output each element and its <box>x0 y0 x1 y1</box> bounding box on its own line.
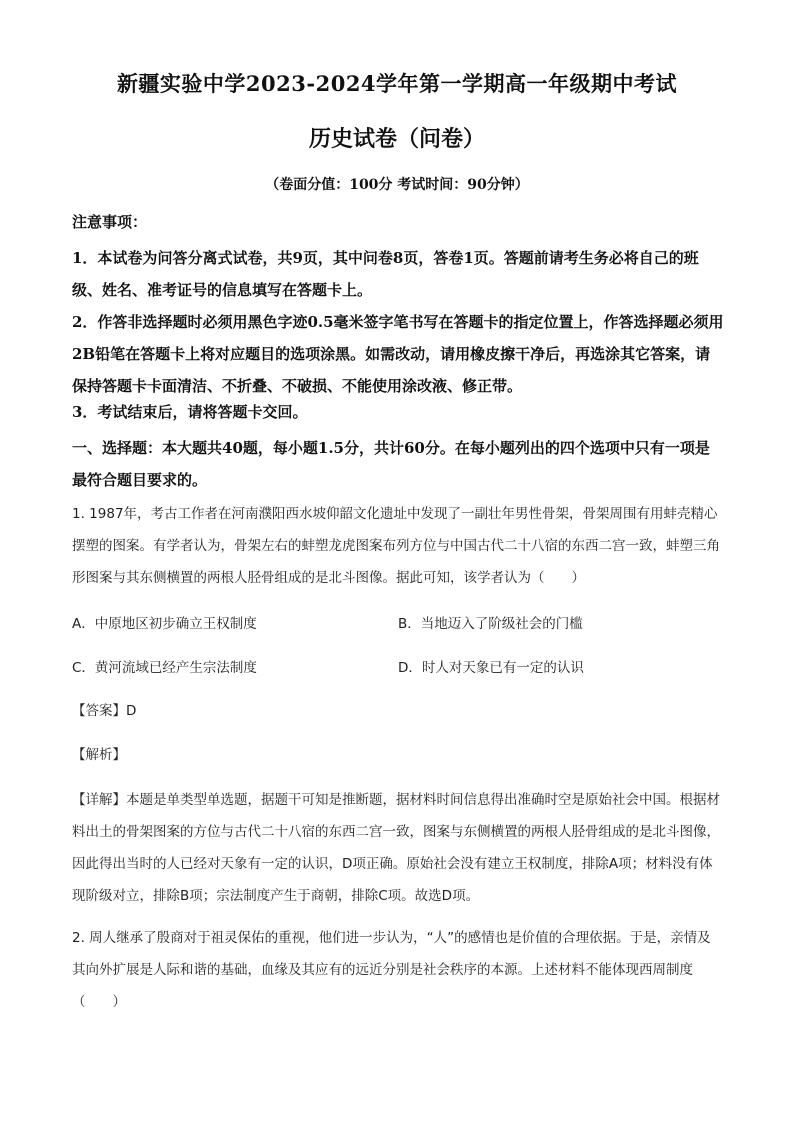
q1-option-c: C．黄河流域已经产生宗法制度 <box>72 660 257 676</box>
analysis-tag: 【解析】 <box>72 747 126 763</box>
exam-title: 新疆实验中学2023-2024学年第一学期高一年级期中考试 <box>116 71 678 96</box>
question-2-stem: 2. 周人继承了殷商对于祖灵保佑的重视，他们进一步认为，“人”的感情也是价值的合理依据。于是，亲情及其向外扩展是人际和谐的基础，血缘及其应有的远近分别是社会秩序的本源。上述材料不能体现西周制度（ ） <box>72 930 711 1010</box>
detail-text: 本题是单类型单选题，据题干可知是推断题，据材料时间信息得出准确时空是原始社会中国。根据材料出土的骨架图案的方位与古代二十八宿的东西二宫一致，图案与东侧横置的两根人胫骨组成的是北斗图像，因此得出当时的人已经对天象有一定的认识，D项正确。原始社会没有建立王权制度，排除A项；材料没有体现阶级对立，排除B项；宗法制度产生于商朝，排除C项。故选D项。 <box>72 792 720 904</box>
q1-analysis-line <box>72 738 724 771</box>
answer-tag: 【答案】 <box>72 703 126 719</box>
q1-answer-line <box>72 694 724 727</box>
detail-tag: 【详解】 <box>72 792 126 808</box>
notice-item-3: 3．考试结束后，请将答题卡交回。 <box>72 403 308 421</box>
answer-value: D <box>126 703 137 719</box>
notice-heading: 注意事项： <box>72 213 148 231</box>
question-1-stem: 1. 1987年，考古工作者在河南濮阳西水坡仰韶文化遗址中发现了一副壮年男性骨架，骨架周围有用蚌壳精心摆塑的图案。有学者认为，骨架左右的蚌塑龙虎图案布列方位与中国古代二十八宿的东西二宫一致，蚌塑三角形图案与其东侧横置的两根人胫骨组成的是北斗图像。据此可知，该学者认为（ ） <box>72 506 720 586</box>
q1-detail <box>72 784 724 912</box>
notice-item-2: 2．作答非选择题时必须用黑色字迹0.5毫米签字笔书写在答题卡的指定位置上，作答选择题必须用2B铅笔在答题卡上将对应题目的选项涂黑。如需改动，请用橡皮擦干净后，再选涂其它答案，请保持答题卡卡面清洁、不折叠、不破损、不能使用涂改液、修正带。 <box>72 313 724 395</box>
q1-option-b: B．当地迈入了阶级社会的门槛 <box>398 616 583 632</box>
q1-option-d: D．时人对天象已有一定的认识 <box>398 660 584 676</box>
exam-meta: （卷面分值：100分 考试时间：90分钟） <box>265 177 529 193</box>
exam-subtitle: 历史试卷（问卷） <box>308 126 485 152</box>
section-heading: 一、选择题：本大题共40题，每小题1.5分，共计60分。在每小题列出的四个选项中只有一项是最符合题目要求的。 <box>72 439 710 489</box>
notice-item-1: 1．本试卷为问答分离式试卷，共9页，其中问卷8页，答卷1页。答题前请考生务必将自己的班级、姓名、准考证号的信息填写在答题卡上。 <box>72 249 699 299</box>
q1-option-a: A．中原地区初步确立王权制度 <box>72 616 257 632</box>
